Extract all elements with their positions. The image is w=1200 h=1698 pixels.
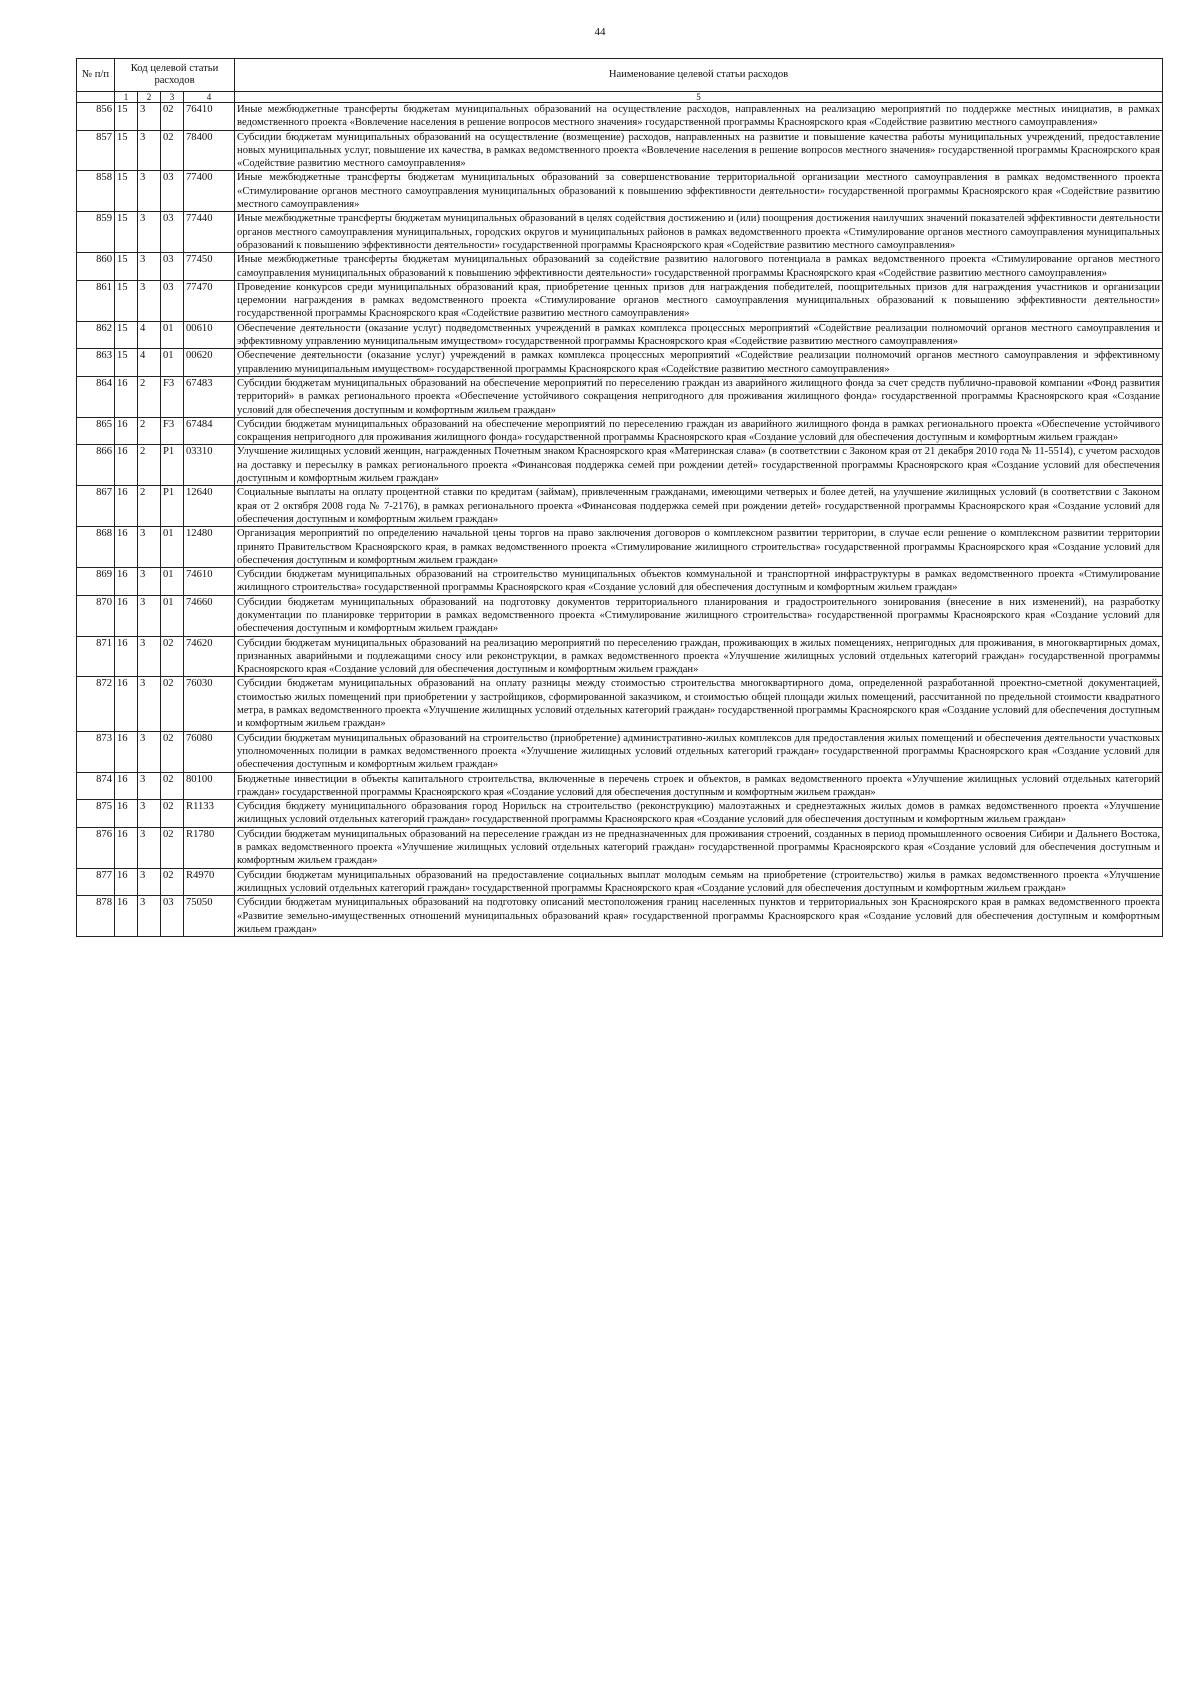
code-part-1: 15 (115, 280, 138, 321)
header-code: Код целевой статьи расходов (115, 59, 235, 92)
code-part-2: 3 (138, 731, 161, 772)
code-part-2: 4 (138, 321, 161, 349)
code-part-2: 4 (138, 349, 161, 377)
code-part-4: 80100 (184, 772, 235, 800)
code-part-1: 16 (115, 417, 138, 445)
code-part-3: 01 (161, 349, 184, 377)
expense-name: Субсидии бюджетам муниципальных образований на предоставление социальных выплат молодым семьям на приобретение (строительство) жилья в рамках ведомственного проекта «Улучшение жилищных условий отдельных категорий граждан» государственной программы Красноярского края «Создание условий для обеспечения доступным и комфортным жильем граждан» (235, 868, 1163, 896)
table-row (77, 253, 1163, 281)
code-part-2: 3 (138, 171, 161, 212)
table-row (77, 349, 1163, 377)
table-header-row (77, 59, 1163, 92)
row-number: 876 (77, 827, 115, 868)
code-part-4: 74610 (184, 568, 235, 596)
expense-name: Субсидии бюджетам муниципальных образований на обеспечение мероприятий по переселению граждан из аварийного жилищного фонда за счет средств публично-правовой компании «Фонд развития территорий» в рамках регионального проекта «Обеспечение устойчивого сокращения непригодного для проживания жилищного фонда» государственной программы Красноярского края «Создание условий для обеспечения доступным и комфортным жильем граждан» (235, 376, 1163, 417)
expense-name: Субсидии бюджетам муниципальных образований на строительство (приобретение) административно-жилых комплексов для предоставления жилых помещений и обеспечения деятельности участковых уполномоченных полиции в рамках ведомственного проекта «Улучшение жилищных условий отдельных категорий граждан» государственной программы Красноярского края «Создание условий для обеспечения доступным и комфортным жильем граждан» (235, 731, 1163, 772)
row-number: 865 (77, 417, 115, 445)
code-part-4: 00620 (184, 349, 235, 377)
table-row (77, 568, 1163, 596)
code-part-2: 3 (138, 103, 161, 131)
table-row (77, 417, 1163, 445)
code-part-4: 76080 (184, 731, 235, 772)
row-number: 858 (77, 171, 115, 212)
code-part-2: 2 (138, 445, 161, 486)
row-number: 872 (77, 677, 115, 731)
table-row (77, 212, 1163, 253)
table-row (77, 280, 1163, 321)
row-number: 861 (77, 280, 115, 321)
code-part-2: 3 (138, 772, 161, 800)
code-part-3: 01 (161, 321, 184, 349)
code-part-1: 16 (115, 595, 138, 636)
column-number: 4 (184, 92, 235, 103)
code-part-4: R1780 (184, 827, 235, 868)
expense-name: Субсидии бюджетам муниципальных образований на строительство муниципальных объектов коммунальной и транспортной инфраструктуры в рамках ведомственного проекта «Стимулирование жилищного строительства» государственной программы Красноярского края «Создание условий для обеспечения доступным и комфортным жильем граждан» (235, 568, 1163, 596)
code-part-4: 67484 (184, 417, 235, 445)
expense-name: Бюджетные инвестиции в объекты капитального строительства, включенные в перечень строек и объектов, в рамках ведомственного проекта «Улучшение жилищных условий отдельных категорий граждан» государственной программы Красноярского края «Создание условий для обеспечения доступным и комфортным жильем граждан» (235, 772, 1163, 800)
target-expenses-table (76, 58, 1163, 937)
code-part-3: 03 (161, 896, 184, 937)
code-part-4: 77440 (184, 212, 235, 253)
row-number: 874 (77, 772, 115, 800)
code-part-2: 2 (138, 417, 161, 445)
expense-name: Улучшение жилищных условий женщин, награжденных Почетным знаком Красноярского края «Материнская слава» (в соответствии с Законом края от 21 декабря 2010 года № 11-5514), с учетом расходов на доставку и пересылку в рамках регионального проекта «Финансовая поддержка семей при рождении детей» государственной программы Красноярского края «Создание условий для обеспечения доступным и комфортным жильем граждан» (235, 445, 1163, 486)
table-row (77, 321, 1163, 349)
code-part-3: 02 (161, 636, 184, 677)
code-part-3: 01 (161, 568, 184, 596)
row-number: 867 (77, 486, 115, 527)
code-part-3: 02 (161, 800, 184, 828)
table-row (77, 868, 1163, 896)
row-number: 875 (77, 800, 115, 828)
code-part-2: 3 (138, 896, 161, 937)
row-number: 857 (77, 130, 115, 171)
table-row (77, 772, 1163, 800)
code-part-4: 77450 (184, 253, 235, 281)
header-num: № п/п (77, 59, 115, 92)
code-part-2: 3 (138, 595, 161, 636)
expense-name: Субсидия бюджету муниципального образования город Норильск на строительство (реконструкцию) малоэтажных и среднеэтажных жилых домов в рамках ведомственного проекта «Улучшение жилищных условий отдельных категорий граждан» государственной программы Красноярского края «Создание условий для обеспечения доступным и комфортным жильем граждан» (235, 800, 1163, 828)
column-number (77, 92, 115, 103)
expense-name: Субсидии бюджетам муниципальных образований на осуществление (возмещение) расходов, направленных на развитие и повышение качества работы муниципальных учреждений, предоставление новых муниципальных услуг, повышение их качества, в рамках ведомственного проекта «Вовлечение населения в решение вопросов местного значения» государственной программы Красноярского края «Содействие развитию местного самоуправления» (235, 130, 1163, 171)
code-part-4: 00610 (184, 321, 235, 349)
code-part-2: 3 (138, 800, 161, 828)
header-name: Наименование целевой статьи расходов (235, 59, 1163, 92)
table-row (77, 103, 1163, 131)
expense-name: Иные межбюджетные трансферты бюджетам муниципальных образований за совершенствование территориальной организации местного самоуправления в рамках ведомственного проекта «Стимулирование органов местного самоуправления муниципальных образований к повышению эффективности деятельности» государственной программы Красноярского края «Содействие развитию местного самоуправления» (235, 171, 1163, 212)
row-number: 869 (77, 568, 115, 596)
code-part-1: 16 (115, 896, 138, 937)
row-number: 871 (77, 636, 115, 677)
table-row (77, 130, 1163, 171)
code-part-3: 02 (161, 772, 184, 800)
code-part-3: 03 (161, 212, 184, 253)
code-part-1: 16 (115, 527, 138, 568)
code-part-4: 77470 (184, 280, 235, 321)
code-part-3: 02 (161, 103, 184, 131)
code-part-1: 16 (115, 772, 138, 800)
table-row (77, 376, 1163, 417)
expense-name: Обеспечение деятельности (оказание услуг) учреждений в рамках комплекса процессных мероприятий «Содействие реализации полномочий органов местного самоуправления и эффективному управлению муниципальным имуществом» государственной программы Красноярского края «Содействие развитию местного самоуправления» (235, 349, 1163, 377)
row-number: 878 (77, 896, 115, 937)
code-part-1: 15 (115, 212, 138, 253)
code-part-2: 3 (138, 280, 161, 321)
code-part-4: 76030 (184, 677, 235, 731)
expense-name: Иные межбюджетные трансферты бюджетам муниципальных образований на осуществление расходов, направленных на реализацию мероприятий по поддержке местных инициатив, в рамках ведомственного проекта «Вовлечение населения в решение вопросов местного значения» государственной программы Красноярского края «Содействие развитию местного самоуправления» (235, 103, 1163, 131)
expense-name: Социальные выплаты на оплату процентной ставки по кредитам (займам), привлеченным гражданами, имеющими четверых и более детей, на улучшение жилищных условий (в соответствии с Законом края от 2 октября 2008 года № 7-2176), в рамках регионального проекта «Финансовая поддержка семей при рождении детей» государственной программы Красноярского края «Создание условий для обеспечения доступным и комфортным жильем граждан» (235, 486, 1163, 527)
code-part-1: 15 (115, 130, 138, 171)
code-part-2: 3 (138, 568, 161, 596)
code-part-4: 74620 (184, 636, 235, 677)
table-row (77, 896, 1163, 937)
code-part-2: 3 (138, 130, 161, 171)
code-part-1: 15 (115, 171, 138, 212)
row-number: 856 (77, 103, 115, 131)
code-part-4: 75050 (184, 896, 235, 937)
code-part-3: F3 (161, 417, 184, 445)
code-part-2: 3 (138, 212, 161, 253)
table-row (77, 527, 1163, 568)
code-part-4: R1133 (184, 800, 235, 828)
code-part-3: P1 (161, 486, 184, 527)
code-part-4: 12640 (184, 486, 235, 527)
expense-name: Субсидии бюджетам муниципальных образований на реализацию мероприятий по переселению граждан, проживающих в жилых помещениях, непригодных для проживания, в многоквартирных домах, признанных аварийными и подлежащими сносу или реконструкции, в рамках ведомственного проекта «Улучшение жилищных условий отдельных категорий граждан» государственной программы Красноярского края «Создание условий для обеспечения доступным и комфортным жильем граждан» (235, 636, 1163, 677)
code-part-4: R4970 (184, 868, 235, 896)
table-row (77, 677, 1163, 731)
code-part-1: 16 (115, 445, 138, 486)
row-number: 868 (77, 527, 115, 568)
code-part-3: 02 (161, 731, 184, 772)
expense-name: Субсидии бюджетам муниципальных образований на подготовку описаний местоположения границ населенных пунктов и территориальных зон Красноярского края в рамках ведомственного проекта «Развитие земельно-имущественных отношений муниципальных образований края» государственной программы Красноярского края «Создание условий для обеспечения доступным и комфортным жильем граждан» (235, 896, 1163, 937)
row-number: 859 (77, 212, 115, 253)
page-number: 44 (594, 26, 606, 38)
code-part-2: 3 (138, 868, 161, 896)
code-part-2: 3 (138, 677, 161, 731)
table-row (77, 636, 1163, 677)
table-row (77, 731, 1163, 772)
row-number: 864 (77, 376, 115, 417)
code-part-2: 3 (138, 827, 161, 868)
code-part-1: 16 (115, 800, 138, 828)
code-part-3: 02 (161, 130, 184, 171)
code-part-1: 15 (115, 103, 138, 131)
code-part-3: 03 (161, 280, 184, 321)
table-row (77, 486, 1163, 527)
row-number: 863 (77, 349, 115, 377)
table-row (77, 171, 1163, 212)
code-part-2: 2 (138, 486, 161, 527)
code-part-2: 3 (138, 527, 161, 568)
column-number: 3 (161, 92, 184, 103)
code-part-2: 3 (138, 253, 161, 281)
column-number: 5 (235, 92, 1163, 103)
code-part-3: 02 (161, 677, 184, 731)
code-part-3: 02 (161, 827, 184, 868)
code-part-3: 03 (161, 171, 184, 212)
code-part-3: 03 (161, 253, 184, 281)
code-part-4: 77400 (184, 171, 235, 212)
code-part-1: 16 (115, 677, 138, 731)
code-part-1: 16 (115, 376, 138, 417)
code-part-1: 15 (115, 253, 138, 281)
code-part-1: 16 (115, 636, 138, 677)
expense-name: Иные межбюджетные трансферты бюджетам муниципальных образований в целях содействия достижению и (или) поощрения достижения наилучших значений показателей эффективности деятельности органов местного самоуправления муниципальных, городских округов и муниципальных районов в рамках ведомственного проекта «Стимулирование органов местного самоуправления муниципальных образований к повышению эффективности деятельности» государственной программы Красноярского края «Содействие развитию местного самоуправления» (235, 212, 1163, 253)
column-numbers-row (77, 92, 1163, 103)
expense-name: Субсидии бюджетам муниципальных образований на оплату разницы между стоимостью строительства многоквартирного дома, определенной разработанной проектно-сметной документацией, стоимостью жилых помещений при приобретении у застройщиков, сформированной заказчиком, и стоимостью общей площади жилых помещений, рассчитанной по предельной стоимости квадратного метра, в рамках ведомственного проекта «Улучшение жилищных условий отдельных категорий граждан» государственной программы Красноярского края «Создание условий для обеспечения доступным и комфортным жильем граждан» (235, 677, 1163, 731)
expense-name: Обеспечение деятельности (оказание услуг) подведомственных учреждений в рамках комплекса процессных мероприятий «Содействие реализации полномочий органов местного самоуправления и эффективному управлению муниципальным имуществом» государственной программы Красноярского края «Содействие развитию местного самоуправления» (235, 321, 1163, 349)
row-number: 877 (77, 868, 115, 896)
code-part-1: 16 (115, 568, 138, 596)
row-number: 866 (77, 445, 115, 486)
expense-name: Субсидии бюджетам муниципальных образований на подготовку документов территориального планирования и градостроительного зонирования (внесение в них изменений), на разработку документации по планировке территории в рамках ведомственного проекта «Стимулирование жилищного строительства» государственной программы Красноярского края «Создание условий для обеспечения доступным и комфортным жильем граждан» (235, 595, 1163, 636)
row-number: 870 (77, 595, 115, 636)
column-number: 2 (138, 92, 161, 103)
code-part-3: 01 (161, 595, 184, 636)
code-part-4: 76410 (184, 103, 235, 131)
expense-name: Проведение конкурсов среди муниципальных образований края, приобретение ценных призов для награждения победителей, поощрительных призов для награждения участников и организации церемонии награждения в рамках ведомственного проекта «Стимулирование органов местного самоуправления муниципальных образований к повышению эффективности деятельности» государственной программы Красноярского края «Содействие развитию местного самоуправления» (235, 280, 1163, 321)
table-row (77, 445, 1163, 486)
code-part-4: 78400 (184, 130, 235, 171)
code-part-3: P1 (161, 445, 184, 486)
code-part-2: 3 (138, 636, 161, 677)
row-number: 860 (77, 253, 115, 281)
row-number: 873 (77, 731, 115, 772)
code-part-4: 67483 (184, 376, 235, 417)
expense-name: Организация мероприятий по определению начальной цены торгов на право заключения договоров о комплексном развитии территории, в случае если решение о комплексном развитии территории принято Правительством Красноярского края, в рамках ведомственного проекта «Стимулирование жилищного строительства» государственной программы Красноярского края «Создание условий для обеспечения доступным и комфортным жильем граждан» (235, 527, 1163, 568)
code-part-3: 02 (161, 868, 184, 896)
code-part-1: 15 (115, 321, 138, 349)
table-row (77, 595, 1163, 636)
code-part-1: 16 (115, 486, 138, 527)
code-part-3: F3 (161, 376, 184, 417)
expense-name: Иные межбюджетные трансферты бюджетам муниципальных образований за содействие развитию налогового потенциала в рамках ведомственного проекта «Стимулирование органов местного самоуправления муниципальных образований к повышению эффективности деятельности» государственной программы Красноярского края «Содействие развитию местного самоуправления» (235, 253, 1163, 281)
code-part-2: 2 (138, 376, 161, 417)
expense-name: Субсидии бюджетам муниципальных образований на переселение граждан из не предназначенных для проживания строений, созданных в период промышленного освоения Сибири и Дальнего Востока, в рамках ведомственного проекта «Улучшение жилищных условий отдельных категорий граждан» государственной программы Красноярского края «Создание условий для обеспечения доступным и комфортным жильем граждан» (235, 827, 1163, 868)
code-part-1: 16 (115, 868, 138, 896)
table-row (77, 800, 1163, 828)
code-part-1: 15 (115, 349, 138, 377)
expense-name: Субсидии бюджетам муниципальных образований на обеспечение мероприятий по переселению граждан из аварийного жилищного фонда в рамках регионального проекта «Обеспечение устойчивого сокращения непригодного для проживания жилищного фонда» государственной программы Красноярского края «Создание условий для обеспечения доступным и комфортным жильем граждан» (235, 417, 1163, 445)
column-number: 1 (115, 92, 138, 103)
code-part-1: 16 (115, 731, 138, 772)
table-row (77, 827, 1163, 868)
code-part-4: 03310 (184, 445, 235, 486)
code-part-4: 12480 (184, 527, 235, 568)
row-number: 862 (77, 321, 115, 349)
code-part-4: 74660 (184, 595, 235, 636)
code-part-3: 01 (161, 527, 184, 568)
code-part-1: 16 (115, 827, 138, 868)
